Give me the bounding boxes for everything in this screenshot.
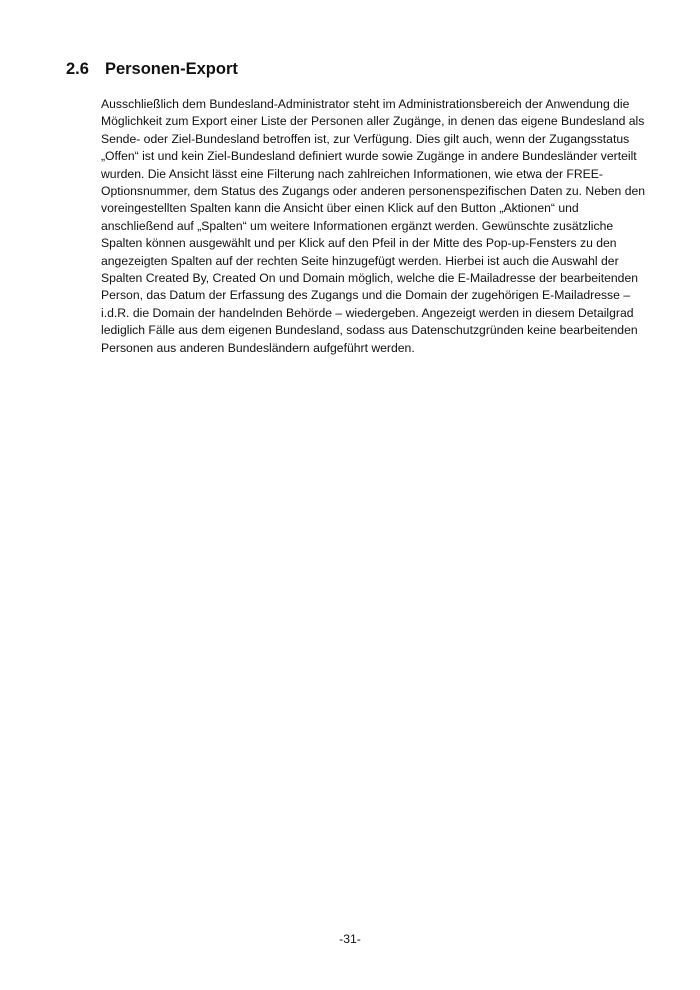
paragraph-line: Ausschließlich dem Bundesland-Administrator steht im Administrationsbereich der Anwendung die (101, 97, 630, 111)
section-heading (66, 60, 238, 79)
section-title: Personen-Export (104, 60, 238, 78)
paragraph-line: Spalten können ausgewählt und per Klick auf den Pfeil in der Mitte des Pop-up-Fensters zu den (101, 236, 617, 251)
body-paragraph (101, 96, 646, 357)
page-number: -31- (339, 932, 361, 946)
paragraph-line: i.d.R. die Domain der handelnden Behörde – wiedergeben. Angezeigt werden in diesem Detailgrad (101, 305, 634, 320)
paragraph-line: lediglich Fälle aus dem eigenen Bundesland, sodass aus Datenschutzgründen keine bearbeitenden (101, 323, 638, 338)
paragraph-line: wurden. Die Ansicht lässt eine Filterung nach zahlreichen Informationen, wie etwa der FREE- (101, 166, 603, 181)
paragraph-line: „Offen“ ist und kein Ziel-Bundesland definiert wurde sowie Zugänge in andere Bundesländer verteilt (101, 149, 637, 164)
paragraph-line: Optionsnummer, dem Status des Zugangs oder anderen personenspezifischen Daten zu. Neben den (101, 184, 646, 199)
section-number: 2.6 (66, 60, 89, 78)
paragraph-line: Personen aus anderen Bundesländern aufgeführt werden. (101, 340, 415, 355)
paragraph-line: Sende- oder Ziel-Bundesland betroffen ist, zur Verfügung. Dies gilt auch, wenn der Zugangsstatus (101, 131, 630, 146)
paragraph-line: anschließend auf „Spalten“ um weitere Informationen ergänzt werden. Gewünschte zusätzliche (101, 218, 614, 233)
paragraph-line: voreingestellten Spalten kann die Ansicht über einen Klick auf den Button „Aktionen“ und (101, 201, 579, 216)
paragraph-line: Spalten Created By, Created On und Domain möglich, welche die E-Mailadresse der bearbeitenden (101, 271, 638, 286)
paragraph-line: Person, das Datum der Erfassung des Zugangs und die Domain der zugehörigen E-Mailadresse – (101, 288, 631, 303)
paragraph-line: Möglichkeit zum Export einer Liste der Personen aller Zugänge, in denen das eigene Bundesland als (101, 114, 645, 129)
paragraph-line: angezeigten Spalten auf der rechten Seite hinzugefügt werden. Hierbei ist auch die Auswahl der (101, 253, 619, 268)
